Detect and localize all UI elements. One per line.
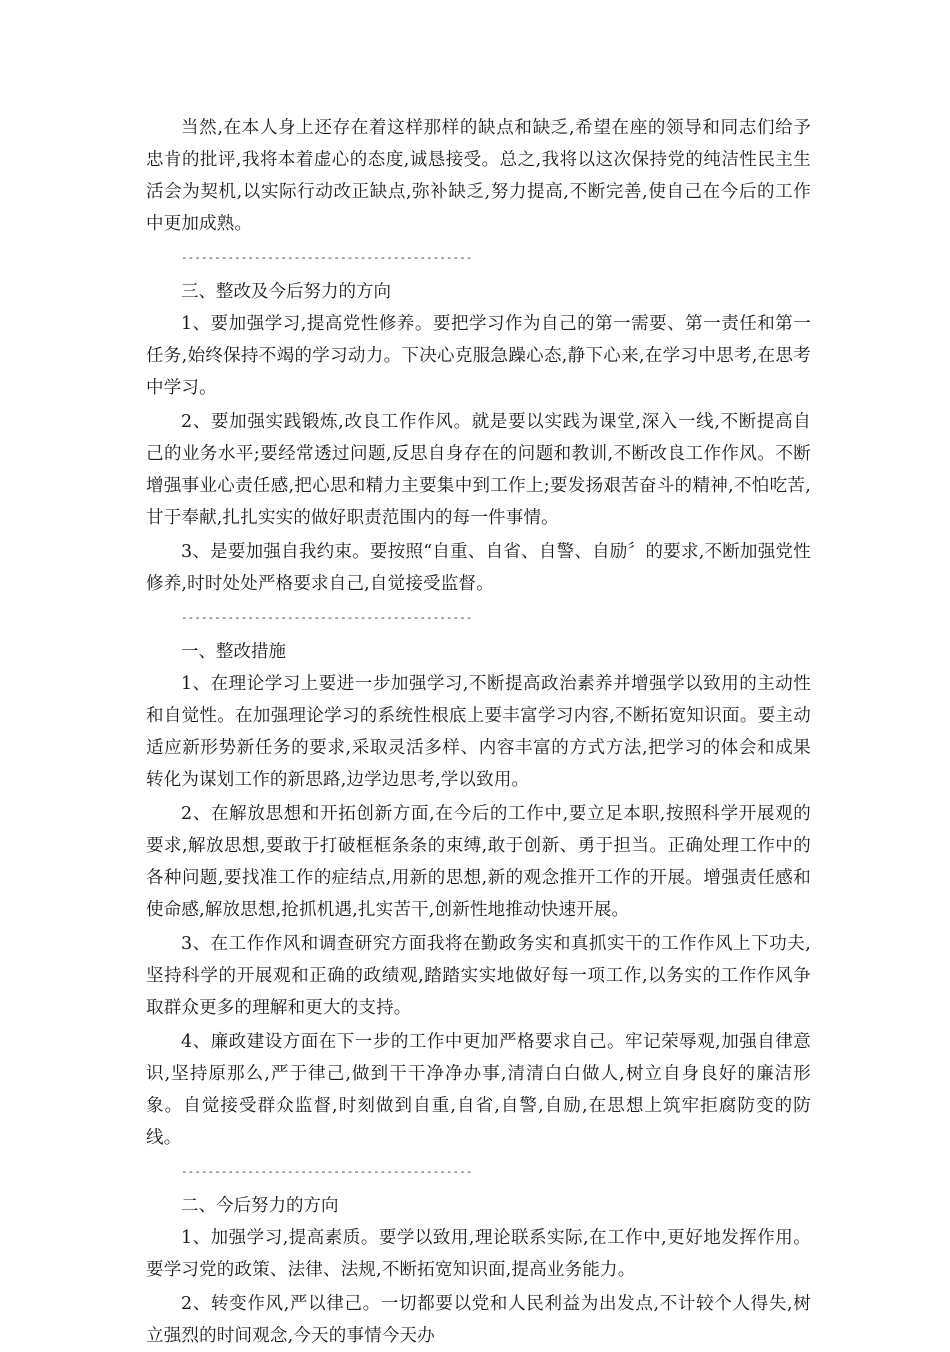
section1-paragraph-2: 2、要加强实践锻炼,改良工作作风。就是要以实践为课堂,深入一线,不断提高自己的业务水平;要经常透过问题,反思自身存在的问题和教训,不断改良工作作风。不断增强事业心责任感,把心思和精力主要集中到工作上;要发扬艰苦奋斗的精神,不怕吃苦,甘于奉献,扎扎实实的做好职责范围内的每一件事情。: [146, 412, 811, 528]
section2-paragraph-4: 4、廉政建设方面在下一步的工作中更加严格要求自己。牢记荣辱观,加强自律意识,坚持原那么,严于律己,做到干干净净办事,清清白白做人,树立自身良好的廉洁形象。自觉接受群众监督,时刻做到自重,自省,自警,自励,在思想上筑牢拒腐防变的防线。: [146, 1032, 811, 1148]
section-divider-3: --------------------------------------------: [181, 1165, 473, 1178]
section2-paragraph-1: 1、在理论学习上要进一步加强学习,不断提高政治素养并增强学以致用的主动性和自觉性。在加强理论学习的系统性根底上要丰富学习内容,不断拓宽知识面。要主动适应新形势新任务的要求,采取灵活多样、内容丰富的方式方法,把学习的体会和成果转化为谋划工作的新思路,边学边思考,学以致用。: [146, 674, 811, 790]
section3-paragraph-2: 2、转变作风,严以律己。一切都要以党和人民利益为出发点,不计较个人得失,树立强烈的时间观念,今天的事情今天办: [146, 1294, 811, 1346]
section1-paragraph-3: 3、是要加强自我约束。要按照“自重、自省、自警、自励〞的要求,不断加强党性修养,时时处处严格要求自己,自觉接受监督。: [146, 542, 811, 594]
section-heading-rectification-measures: 一、整改措施: [181, 642, 286, 662]
section2-paragraph-3: 3、在工作作风和调查研究方面我将在勤政务实和真抓实干的工作作风上下功夫,坚持科学的开展观和正确的政绩观,踏踏实实地做好每一项工作,以务实的工作作风争取群众更多的理解和更大的支持。: [146, 934, 811, 1018]
section-heading-rectification-direction: 三、整改及今后努力的方向: [181, 282, 391, 302]
section-divider-1: --------------------------------------------: [181, 251, 473, 264]
section3-paragraph-1: 1、加强学习,提高素质。要学以致用,理论联系实际,在工作中,更好地发挥作用。要学习党的政策、法律、法规,不断拓宽知识面,提高业务能力。: [146, 1228, 811, 1280]
section-heading-future-direction: 二、今后努力的方向: [181, 1196, 339, 1216]
section-divider-2: --------------------------------------------: [181, 611, 473, 624]
document-page: [146, 112, 811, 1352]
section2-paragraph-2: 2、在解放思想和开拓创新方面,在今后的工作中,要立足本职,按照科学开展观的要求,解放思想,要敢于打破框框条条的束缚,敢于创新、勇于担当。正确处理工作中的各种问题,要找准工作的症结点,用新的思想,新的观念推开工作的开展。增强责任感和使命感,解放思想,抢抓机遇,扎实苦干,创新性地推动快速开展。: [146, 804, 811, 920]
section1-paragraph-1: 1、要加强学习,提高党性修养。要把学习作为自己的第一需要、第一责任和第一任务,始终保持不竭的学习动力。下决心克服急躁心态,静下心来,在学习中思考,在思考中学习。: [146, 314, 811, 398]
intro-paragraph: 当然,在本人身上还存在着这样那样的缺点和缺乏,希望在座的领导和同志们给予忠肯的批评,我将本着虚心的态度,诚恳接受。总之,我将以这次保持党的纯洁性民主生活会为契机,以实际行动改正缺点,弥补缺乏,努力提高,不断完善,使自己在今后的工作中更加成熟。: [146, 118, 811, 234]
